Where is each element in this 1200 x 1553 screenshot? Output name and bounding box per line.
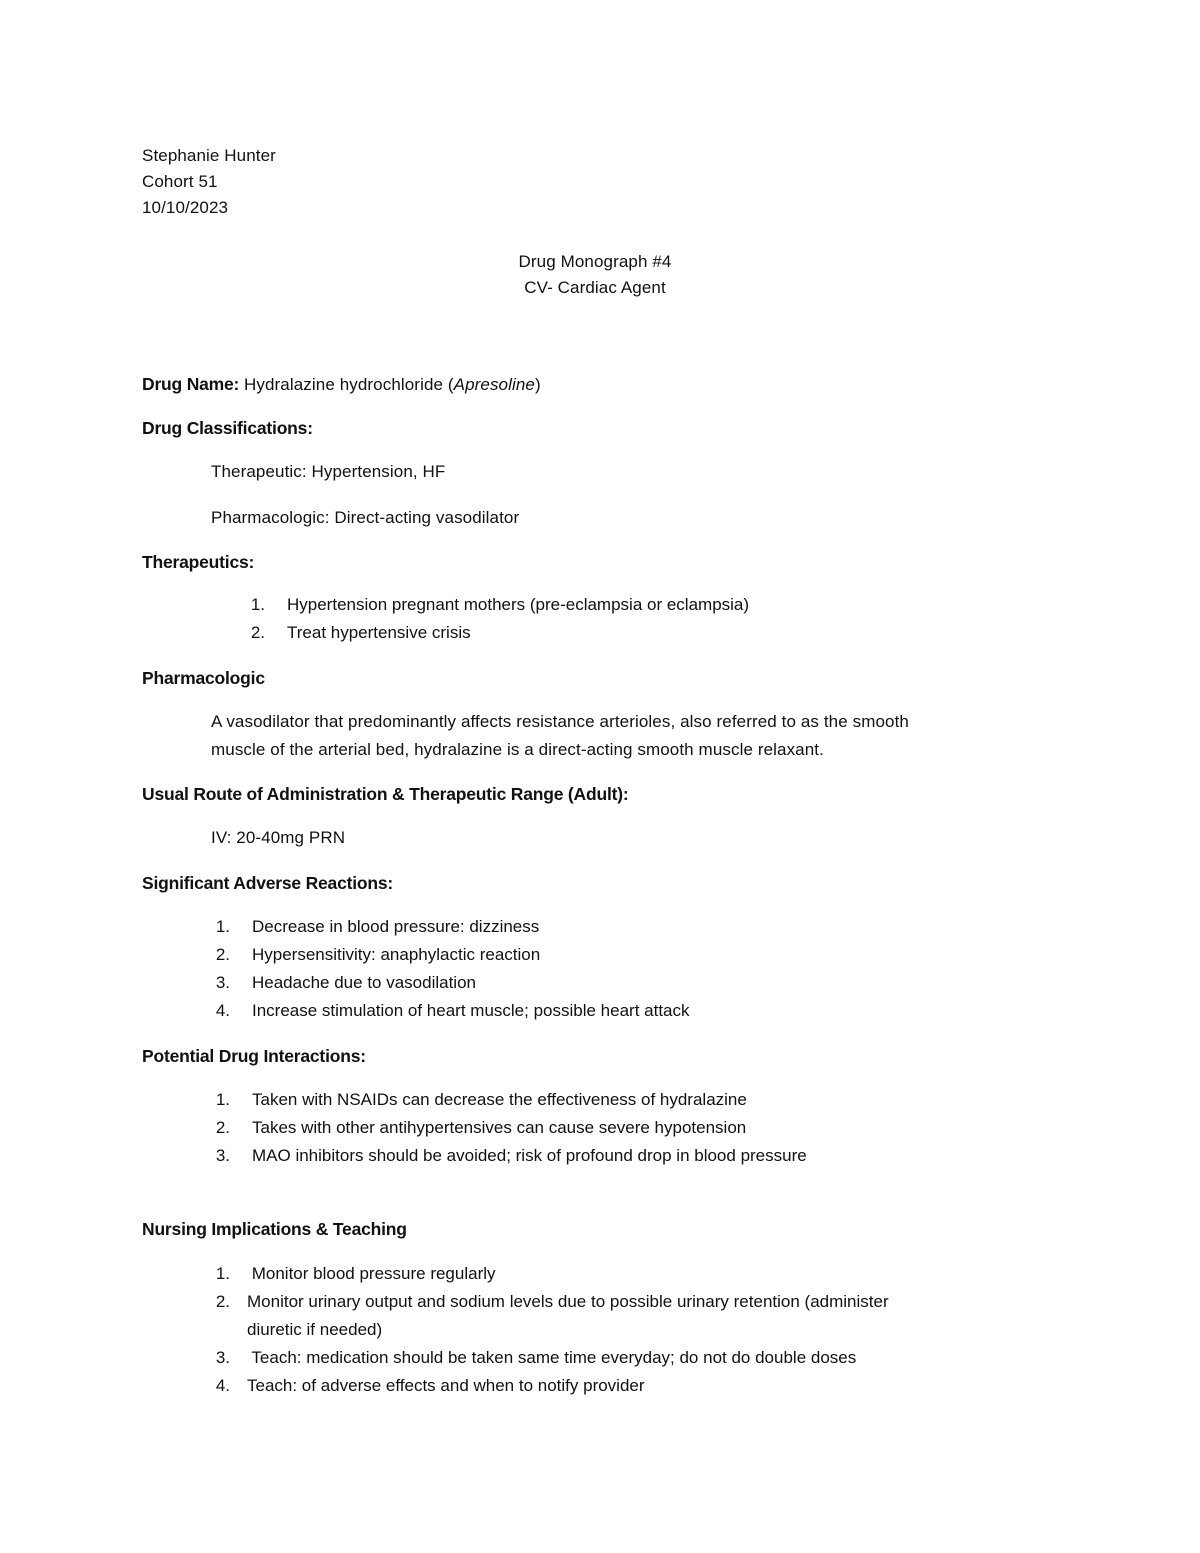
classifications-heading: Drug Classifications: (142, 418, 313, 438)
pharmacologic-text-line: muscle of the arterial bed, hydralazine is a direct-acting smooth muscle relaxant. (211, 740, 824, 759)
list-item-continuation: diuretic if needed) (247, 1320, 383, 1339)
list-number: 3. (215, 1146, 230, 1165)
list-number: 1. (215, 917, 230, 936)
pharmacologic-classification: Pharmacologic: Direct-acting vasodilator (211, 508, 520, 527)
document-title: Drug Monograph #4 (518, 252, 672, 271)
list-number: 3. (215, 1348, 230, 1367)
list-item: MAO inhibitors should be avoided; risk of profound drop in blood pressure (252, 1146, 807, 1165)
therapeutics-heading: Therapeutics: (142, 552, 255, 572)
list-item: Increase stimulation of heart muscle; possible heart attack (252, 1001, 690, 1020)
list-item: Takes with other antihypertensives can cause severe hypotension (252, 1118, 747, 1137)
list-item: Hypersensitivity: anaphylactic reaction (252, 945, 541, 964)
cohort: Cohort 51 (142, 172, 218, 191)
route-value: IV: 20-40mg PRN (211, 828, 346, 847)
list-item: Headache due to vasodilation (252, 973, 476, 992)
drug-name-label: Drug Name: (142, 374, 240, 394)
list-item: Teach: medication should be taken same time everyday; do not do double doses (247, 1348, 857, 1367)
date: 10/10/2023 (142, 198, 229, 217)
list-number: 4. (215, 1001, 230, 1020)
adverse-heading: Significant Adverse Reactions: (142, 873, 394, 893)
list-number: 2. (215, 1292, 230, 1311)
list-item: Treat hypertensive crisis (287, 623, 471, 642)
pharmacologic-heading: Pharmacologic (142, 668, 265, 688)
nursing-heading: Nursing Implications & Teaching (142, 1219, 407, 1239)
drug-name-prefix: Hydralazine hydrochloride ( (239, 375, 454, 394)
list-number: 1. (215, 1090, 230, 1109)
list-number: 2. (250, 623, 265, 642)
document-subtitle: CV- Cardiac Agent (524, 278, 666, 297)
list-item: Monitor blood pressure regularly (247, 1264, 496, 1283)
drug-name-line (142, 373, 541, 396)
list-number: 2. (215, 1118, 230, 1137)
list-item: Monitor urinary output and sodium levels due to possible urinary retention (administer (247, 1292, 889, 1311)
list-number: 2. (215, 945, 230, 964)
interactions-heading: Potential Drug Interactions: (142, 1046, 366, 1066)
list-number: 1. (250, 595, 265, 614)
list-number: 3. (215, 973, 230, 992)
drug-brand-name: Apresoline (453, 375, 535, 394)
therapeutic-classification: Therapeutic: Hypertension, HF (211, 462, 446, 481)
list-number: 4. (215, 1376, 230, 1395)
list-number: 1. (215, 1264, 230, 1283)
list-item: Taken with NSAIDs can decrease the effectiveness of hydralazine (252, 1090, 747, 1109)
route-heading: Usual Route of Administration & Therapeutic Range (Adult): (142, 784, 629, 804)
pharmacologic-text-line: A vasodilator that predominantly affects resistance arterioles, also referred to as the smooth (211, 712, 909, 731)
drug-name-suffix: ) (534, 375, 541, 394)
list-item: Decrease in blood pressure: dizziness (252, 917, 540, 936)
list-item: Teach: of adverse effects and when to notify provider (247, 1376, 645, 1395)
list-item: Hypertension pregnant mothers (pre-eclampsia or eclampsia) (287, 595, 750, 614)
author-name: Stephanie Hunter (142, 146, 276, 165)
